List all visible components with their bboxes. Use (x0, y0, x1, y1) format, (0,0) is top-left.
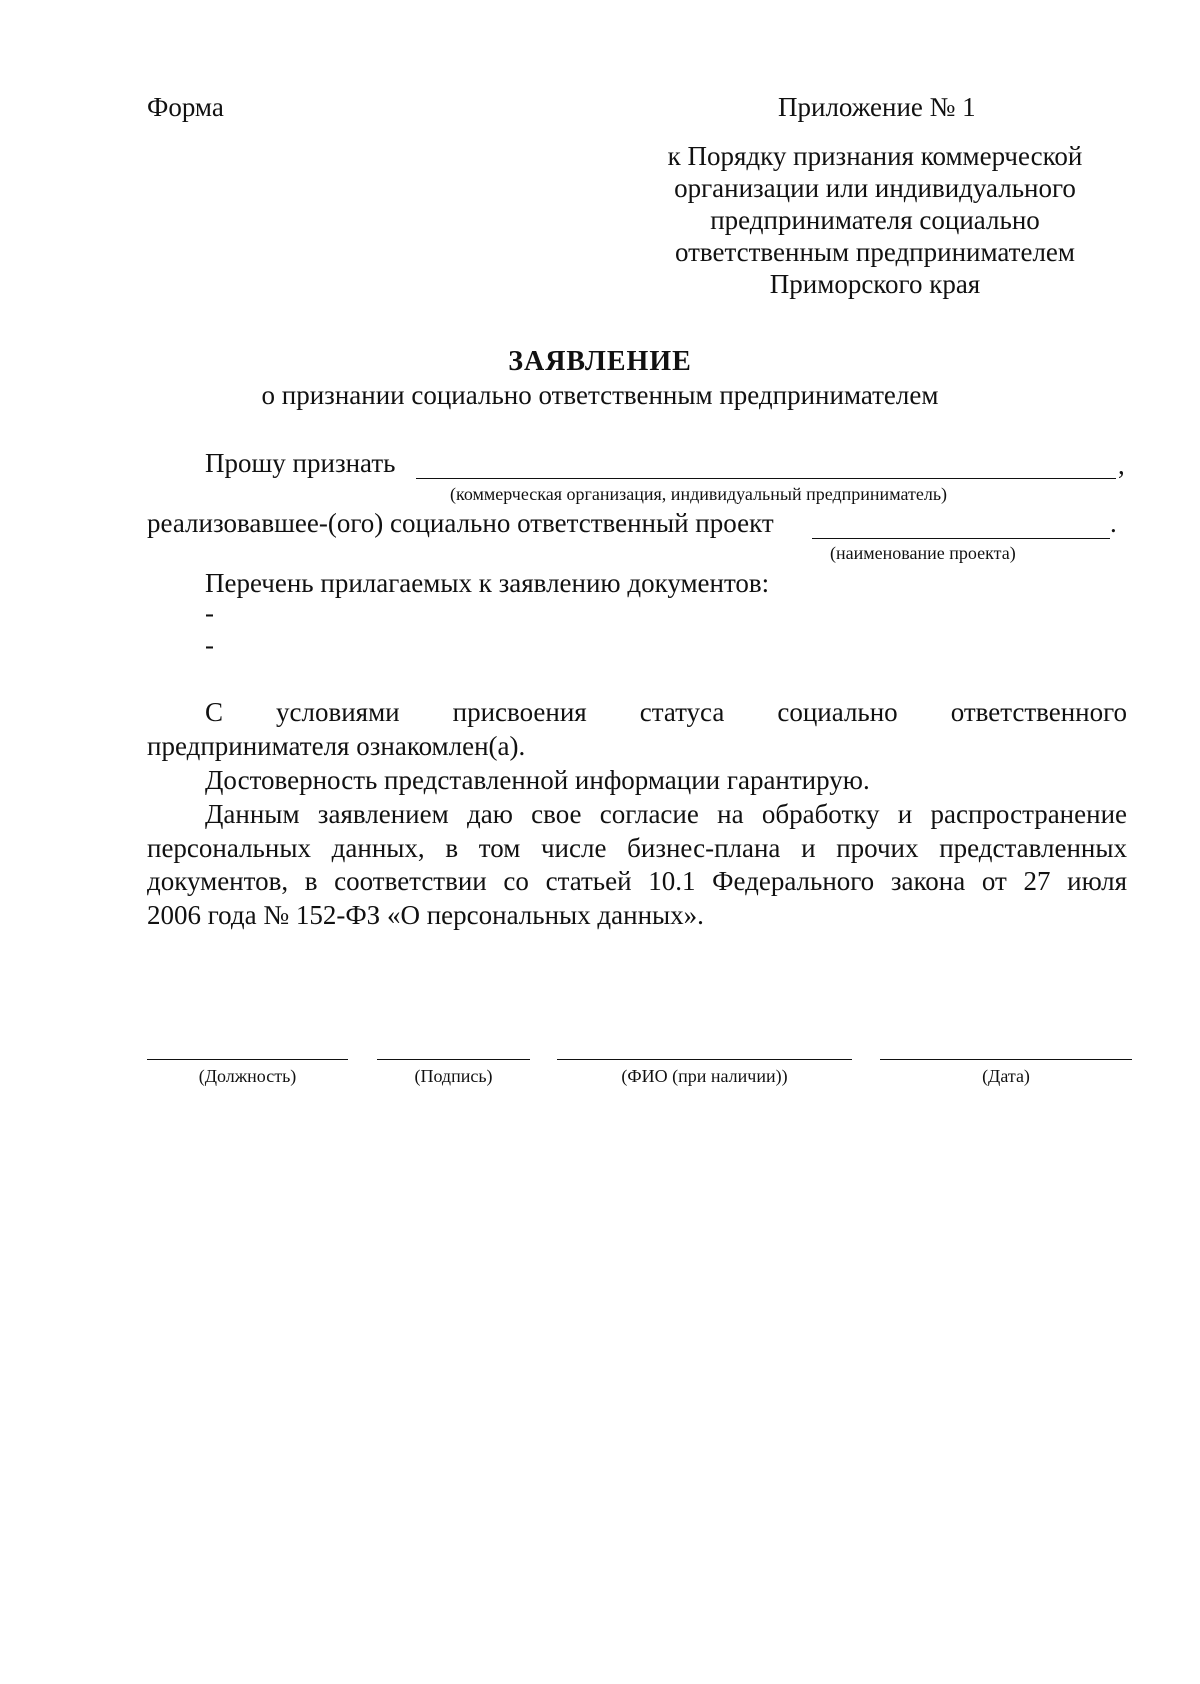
signature-caption: (Подпись) (414, 1066, 493, 1086)
document-item: - (205, 630, 214, 660)
project-label: реализовавшее-(ого) социально ответственный проект (147, 508, 774, 538)
form-label: Форма (147, 92, 224, 122)
consent-line-2: персональных данных, в том числе бизнес-плана и прочих представленных (147, 833, 1127, 863)
consent-line-4: 2006 года № 152-ФЗ «О персональных данных». (147, 900, 704, 930)
signature-field[interactable] (377, 1059, 530, 1060)
consent-line-3: документов, в соответствии со статьей 10.1 Федерального закона от 27 июля (147, 866, 1127, 896)
guarantee-text: Достоверность представленной информации гарантирую. (205, 765, 870, 795)
appendix-desc-line: организации или индивидуального (674, 173, 1076, 203)
appendix-description (640, 140, 1110, 300)
request-label: Прошу признать (205, 448, 396, 478)
project-period: . (1110, 508, 1117, 538)
fio-field[interactable] (557, 1059, 852, 1060)
fio-caption: (ФИО (при наличии)) (621, 1066, 788, 1086)
appendix-desc-line: к Порядку признания коммерческой (667, 141, 1083, 171)
appendix-desc-line: предпринимателя социально (710, 205, 1040, 235)
organization-name-field[interactable] (416, 478, 1116, 479)
conditions-line-2: предпринимателя ознакомлен(а). (147, 731, 526, 761)
document-title: ЗАЯВЛЕНИЕ (508, 346, 692, 377)
date-caption: (Дата) (982, 1066, 1030, 1086)
organization-hint: (коммерческая организация, индивидуальный предприниматель) (450, 484, 948, 504)
request-comma: , (1118, 450, 1125, 480)
project-hint: (наименование проекта) (830, 543, 1016, 563)
appendix-desc-line: Приморского края (769, 269, 981, 299)
conditions-line-1: С условиями присвоения статуса социально ответственного (205, 697, 1127, 727)
appendix-number: Приложение № 1 (778, 92, 976, 122)
project-name-field[interactable] (812, 538, 1110, 539)
date-field[interactable] (880, 1059, 1132, 1060)
document-subtitle: о признании социально ответственным предпринимателем (261, 380, 939, 410)
documents-label: Перечень прилагаемых к заявлению документов: (205, 568, 770, 598)
consent-line-1: Данным заявлением даю свое согласие на обработку и распространение (205, 799, 1127, 829)
position-caption: (Должность) (198, 1066, 297, 1086)
appendix-desc-line: ответственным предпринимателем (674, 237, 1075, 267)
position-field[interactable] (147, 1059, 348, 1060)
document-item: - (205, 598, 214, 628)
